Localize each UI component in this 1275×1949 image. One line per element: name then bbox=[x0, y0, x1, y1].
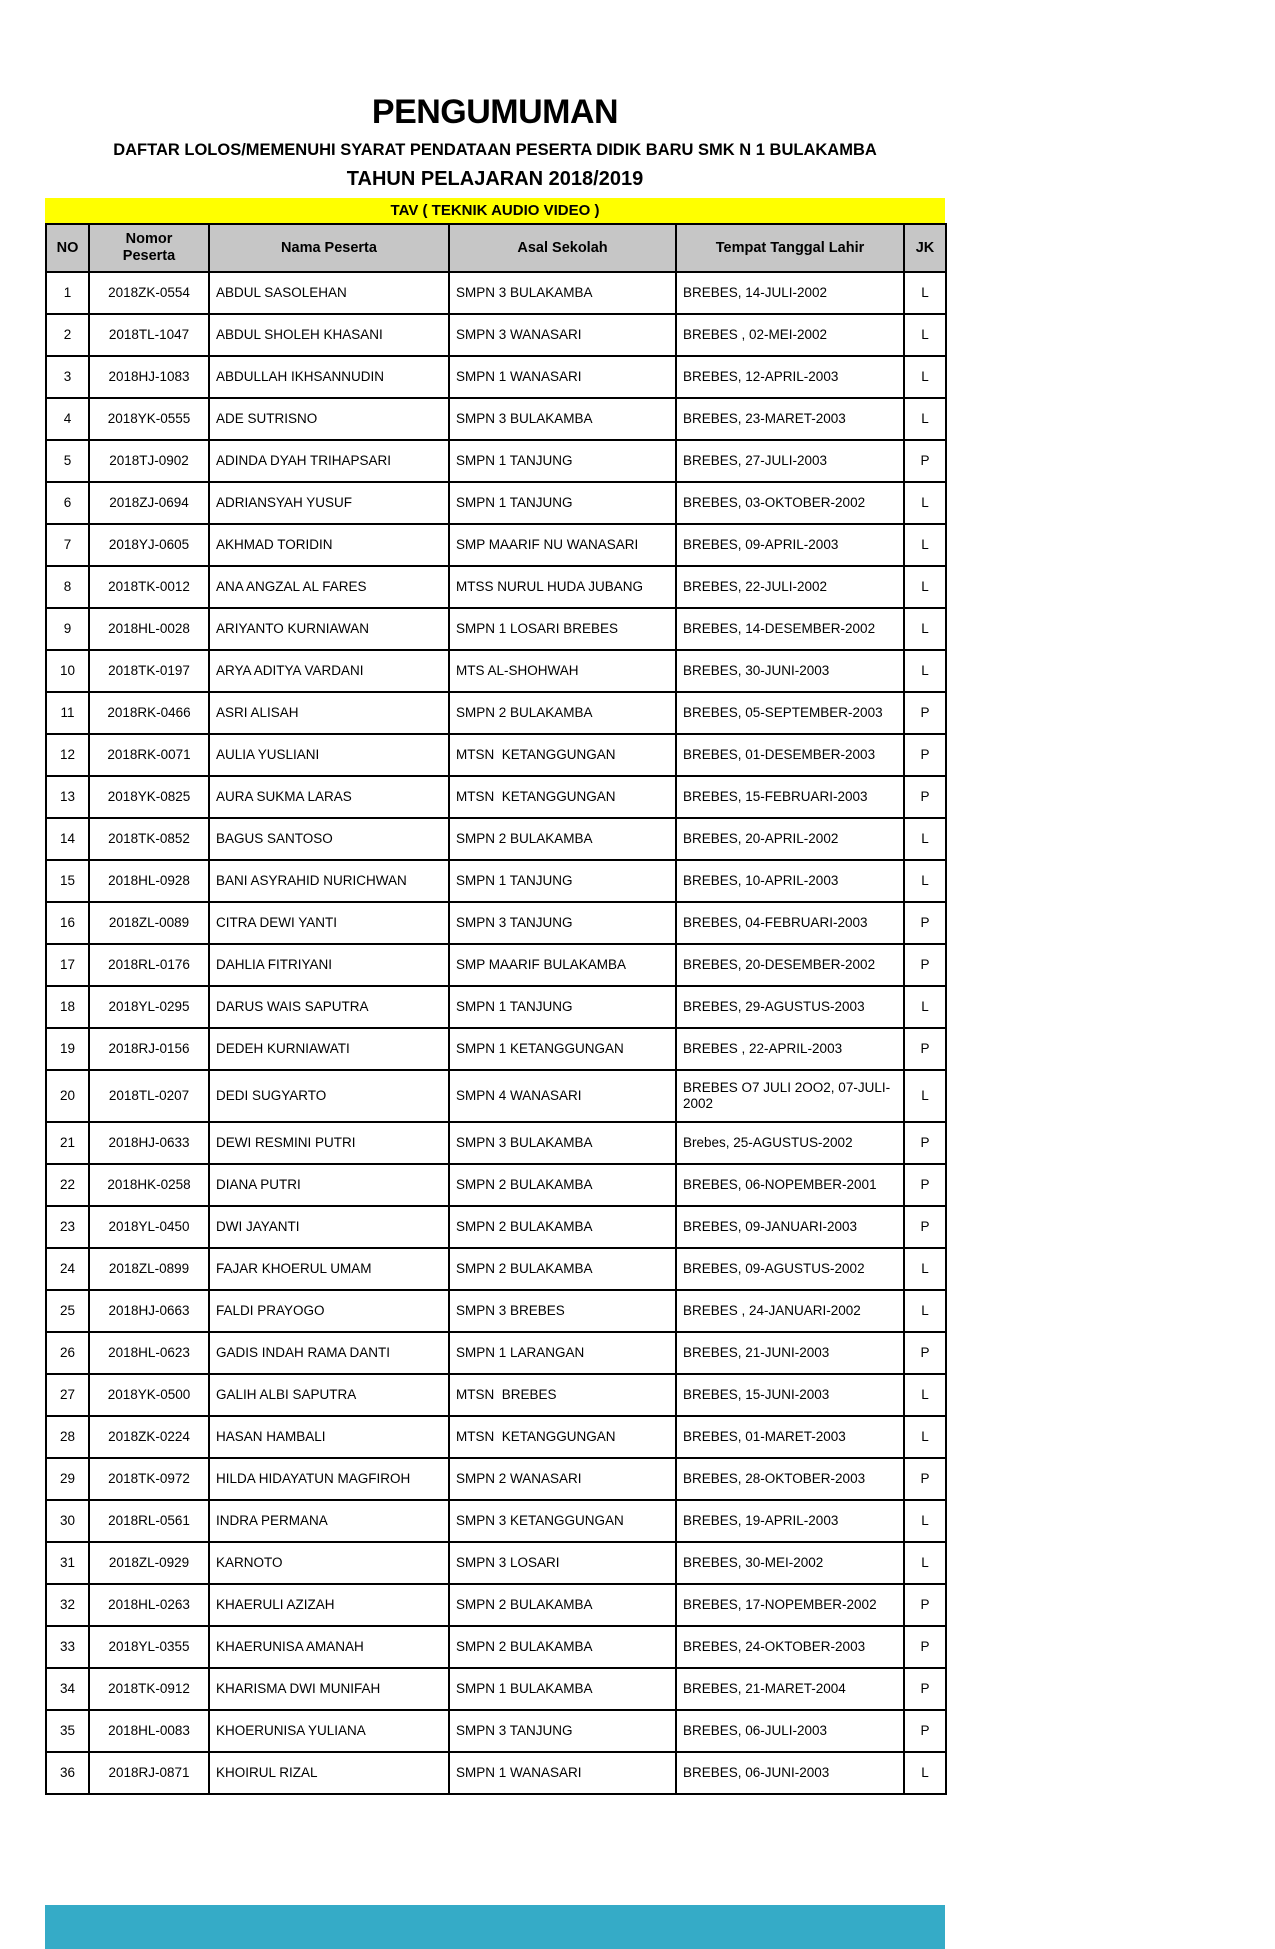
cell-no: 20 bbox=[46, 1070, 89, 1122]
cell-asal-sekolah: SMPN 1 TANJUNG bbox=[449, 860, 676, 902]
cell-no: 7 bbox=[46, 524, 89, 566]
cell-nomor-peserta: 2018YL-0450 bbox=[89, 1206, 209, 1248]
cell-asal-sekolah: SMPN 1 KETANGGUNGAN bbox=[449, 1028, 676, 1070]
cell-jk: P bbox=[904, 692, 946, 734]
table-row bbox=[46, 1500, 946, 1542]
cell-tempat-tanggal-lahir: BREBES, 06-NOPEMBER-2001 bbox=[676, 1164, 904, 1206]
cell-jk: L bbox=[904, 1290, 946, 1332]
cell-nama-peserta: INDRA PERMANA bbox=[209, 1500, 449, 1542]
cell-tempat-tanggal-lahir: BREBES O7 JULI 2OO2, 07-JULI-2002 bbox=[676, 1070, 904, 1122]
table-row bbox=[46, 1668, 946, 1710]
cell-nama-peserta: BANI ASYRAHID NURICHWAN bbox=[209, 860, 449, 902]
cell-nomor-peserta: 2018ZL-0899 bbox=[89, 1248, 209, 1290]
table-row bbox=[46, 1206, 946, 1248]
cell-no: 14 bbox=[46, 818, 89, 860]
table-row bbox=[46, 1626, 946, 1668]
cell-jk: L bbox=[904, 398, 946, 440]
cell-jk: L bbox=[904, 986, 946, 1028]
table-row bbox=[46, 1248, 946, 1290]
cell-tempat-tanggal-lahir: BREBES, 05-SEPTEMBER-2003 bbox=[676, 692, 904, 734]
cell-nama-peserta: ADRIANSYAH YUSUF bbox=[209, 482, 449, 524]
cell-nomor-peserta: 2018TK-0197 bbox=[89, 650, 209, 692]
cell-nama-peserta: DWI JAYANTI bbox=[209, 1206, 449, 1248]
table-row bbox=[46, 1374, 946, 1416]
cell-tempat-tanggal-lahir: BREBES , 22-APRIL-2003 bbox=[676, 1028, 904, 1070]
cell-nama-peserta: ABDULLAH IKHSANNUDIN bbox=[209, 356, 449, 398]
table-row bbox=[46, 902, 946, 944]
cell-jk: L bbox=[904, 1500, 946, 1542]
table-row bbox=[46, 650, 946, 692]
cell-no: 23 bbox=[46, 1206, 89, 1248]
cell-no: 25 bbox=[46, 1290, 89, 1332]
cell-tempat-tanggal-lahir: BREBES, 01-MARET-2003 bbox=[676, 1416, 904, 1458]
table-row bbox=[46, 818, 946, 860]
cell-tempat-tanggal-lahir: BREBES, 20-APRIL-2002 bbox=[676, 818, 904, 860]
cell-asal-sekolah: SMPN 2 BULAKAMBA bbox=[449, 1626, 676, 1668]
cell-nomor-peserta: 2018HL-0028 bbox=[89, 608, 209, 650]
cell-nama-peserta: ARYA ADITYA VARDANI bbox=[209, 650, 449, 692]
cell-no: 22 bbox=[46, 1164, 89, 1206]
cell-asal-sekolah: SMPN 4 WANASARI bbox=[449, 1070, 676, 1122]
cell-tempat-tanggal-lahir: BREBES, 28-OKTOBER-2003 bbox=[676, 1458, 904, 1500]
cell-nama-peserta: FALDI PRAYOGO bbox=[209, 1290, 449, 1332]
cell-nomor-peserta: 2018ZL-0089 bbox=[89, 902, 209, 944]
cell-tempat-tanggal-lahir: BREBES, 20-DESEMBER-2002 bbox=[676, 944, 904, 986]
cell-no: 28 bbox=[46, 1416, 89, 1458]
cell-jk: P bbox=[904, 1668, 946, 1710]
cell-no: 32 bbox=[46, 1584, 89, 1626]
cell-asal-sekolah: SMPN 1 LOSARI BREBES bbox=[449, 608, 676, 650]
document-content bbox=[45, 0, 945, 1795]
cell-nomor-peserta: 2018HL-0623 bbox=[89, 1332, 209, 1374]
cell-tempat-tanggal-lahir: BREBES, 14-JULI-2002 bbox=[676, 272, 904, 314]
cell-jk: L bbox=[904, 1542, 946, 1584]
cell-nomor-peserta: 2018RK-0466 bbox=[89, 692, 209, 734]
table-row bbox=[46, 944, 946, 986]
col-header-nama-peserta: Nama Peserta bbox=[209, 224, 449, 272]
cell-asal-sekolah: MTSN KETANGGUNGAN bbox=[449, 776, 676, 818]
table-row bbox=[46, 398, 946, 440]
cell-nama-peserta: FAJAR KHOERUL UMAM bbox=[209, 1248, 449, 1290]
cell-no: 30 bbox=[46, 1500, 89, 1542]
cell-asal-sekolah: SMPN 2 BULAKAMBA bbox=[449, 692, 676, 734]
cell-jk: L bbox=[904, 524, 946, 566]
cell-nama-peserta: KHAERUNISA AMANAH bbox=[209, 1626, 449, 1668]
cell-nama-peserta: ABDUL SHOLEH KHASANI bbox=[209, 314, 449, 356]
cell-asal-sekolah: MTSN BREBES bbox=[449, 1374, 676, 1416]
cell-tempat-tanggal-lahir: BREBES, 09-APRIL-2003 bbox=[676, 524, 904, 566]
cell-nomor-peserta: 2018HL-0083 bbox=[89, 1710, 209, 1752]
cell-nama-peserta: ANA ANGZAL AL FARES bbox=[209, 566, 449, 608]
cell-jk: P bbox=[904, 902, 946, 944]
cell-nomor-peserta: 2018ZL-0929 bbox=[89, 1542, 209, 1584]
cell-asal-sekolah: SMPN 1 TANJUNG bbox=[449, 986, 676, 1028]
cell-nomor-peserta: 2018ZJ-0694 bbox=[89, 482, 209, 524]
cell-no: 24 bbox=[46, 1248, 89, 1290]
cell-jk: P bbox=[904, 734, 946, 776]
cell-no: 26 bbox=[46, 1332, 89, 1374]
cell-tempat-tanggal-lahir: BREBES, 19-APRIL-2003 bbox=[676, 1500, 904, 1542]
table-row bbox=[46, 1164, 946, 1206]
cell-nama-peserta: KHOERUNISA YULIANA bbox=[209, 1710, 449, 1752]
cell-nomor-peserta: 2018HJ-0633 bbox=[89, 1122, 209, 1164]
cell-tempat-tanggal-lahir: BREBES, 27-JULI-2003 bbox=[676, 440, 904, 482]
cell-nama-peserta: AURA SUKMA LARAS bbox=[209, 776, 449, 818]
cell-nomor-peserta: 2018RJ-0871 bbox=[89, 1752, 209, 1794]
cell-nomor-peserta: 2018YK-0555 bbox=[89, 398, 209, 440]
cell-jk: L bbox=[904, 1248, 946, 1290]
col-header-jk: JK bbox=[904, 224, 946, 272]
cell-tempat-tanggal-lahir: BREBES , 24-JANUARI-2002 bbox=[676, 1290, 904, 1332]
cell-asal-sekolah: MTS AL-SHOHWAH bbox=[449, 650, 676, 692]
cell-asal-sekolah: SMPN 3 BREBES bbox=[449, 1290, 676, 1332]
cell-asal-sekolah: MTSN KETANGGUNGAN bbox=[449, 1416, 676, 1458]
cell-no: 11 bbox=[46, 692, 89, 734]
table-row bbox=[46, 566, 946, 608]
cell-jk: P bbox=[904, 1164, 946, 1206]
cell-asal-sekolah: SMP MAARIF BULAKAMBA bbox=[449, 944, 676, 986]
cell-nomor-peserta: 2018HK-0258 bbox=[89, 1164, 209, 1206]
cell-nama-peserta: HASAN HAMBALI bbox=[209, 1416, 449, 1458]
cell-nomor-peserta: 2018TL-1047 bbox=[89, 314, 209, 356]
cell-nomor-peserta: 2018ZK-0224 bbox=[89, 1416, 209, 1458]
table-header bbox=[46, 224, 946, 272]
cell-nama-peserta: DAHLIA FITRIYANI bbox=[209, 944, 449, 986]
cell-nama-peserta: GADIS INDAH RAMA DANTI bbox=[209, 1332, 449, 1374]
cell-tempat-tanggal-lahir: BREBES, 15-JUNI-2003 bbox=[676, 1374, 904, 1416]
cell-asal-sekolah: MTSS NURUL HUDA JUBANG bbox=[449, 566, 676, 608]
cell-jk: P bbox=[904, 1028, 946, 1070]
cell-asal-sekolah: SMPN 2 BULAKAMBA bbox=[449, 1584, 676, 1626]
cell-tempat-tanggal-lahir: BREBES, 17-NOPEMBER-2002 bbox=[676, 1584, 904, 1626]
cell-no: 15 bbox=[46, 860, 89, 902]
subtitle-line2: TAHUN PELAJARAN 2018/2019 bbox=[346, 168, 644, 190]
table-row bbox=[46, 1584, 946, 1626]
cell-jk: L bbox=[904, 608, 946, 650]
cell-no: 34 bbox=[46, 1668, 89, 1710]
cell-asal-sekolah: SMPN 1 WANASARI bbox=[449, 356, 676, 398]
page-title: PENGUMUMAN bbox=[371, 93, 619, 131]
cell-tempat-tanggal-lahir: BREBES, 30-JUNI-2003 bbox=[676, 650, 904, 692]
cell-nama-peserta: ADINDA DYAH TRIHAPSARI bbox=[209, 440, 449, 482]
cell-nomor-peserta: 2018RL-0176 bbox=[89, 944, 209, 986]
cell-nomor-peserta: 2018ZK-0554 bbox=[89, 272, 209, 314]
cell-nama-peserta: DARUS WAIS SAPUTRA bbox=[209, 986, 449, 1028]
table-row bbox=[46, 1070, 946, 1122]
cell-asal-sekolah: SMPN 2 BULAKAMBA bbox=[449, 818, 676, 860]
cell-nama-peserta: DIANA PUTRI bbox=[209, 1164, 449, 1206]
cell-no: 33 bbox=[46, 1626, 89, 1668]
table-row bbox=[46, 440, 946, 482]
cell-nomor-peserta: 2018TK-0912 bbox=[89, 1668, 209, 1710]
cell-nama-peserta: ARIYANTO KURNIAWAN bbox=[209, 608, 449, 650]
table-row bbox=[46, 1332, 946, 1374]
cell-tempat-tanggal-lahir: BREBES, 06-JULI-2003 bbox=[676, 1710, 904, 1752]
cell-asal-sekolah: SMPN 2 BULAKAMBA bbox=[449, 1164, 676, 1206]
cell-no: 27 bbox=[46, 1374, 89, 1416]
col-header-nomor-peserta: Nomor Peserta bbox=[89, 224, 209, 272]
cell-nomor-peserta: 2018RL-0561 bbox=[89, 1500, 209, 1542]
cell-nomor-peserta: 2018YL-0355 bbox=[89, 1626, 209, 1668]
cell-tempat-tanggal-lahir: BREBES, 23-MARET-2003 bbox=[676, 398, 904, 440]
cell-jk: L bbox=[904, 356, 946, 398]
cell-nomor-peserta: 2018RJ-0156 bbox=[89, 1028, 209, 1070]
cell-no: 16 bbox=[46, 902, 89, 944]
cell-tempat-tanggal-lahir: BREBES, 24-OKTOBER-2003 bbox=[676, 1626, 904, 1668]
header-row bbox=[46, 224, 946, 272]
cell-nomor-peserta: 2018HL-0928 bbox=[89, 860, 209, 902]
table-row bbox=[46, 272, 946, 314]
cell-jk: L bbox=[904, 272, 946, 314]
cell-nomor-peserta: 2018TK-0012 bbox=[89, 566, 209, 608]
col-header-no: NO bbox=[46, 224, 89, 272]
cell-nomor-peserta: 2018TL-0207 bbox=[89, 1070, 209, 1122]
cell-no: 3 bbox=[46, 356, 89, 398]
cell-nomor-peserta: 2018YJ-0605 bbox=[89, 524, 209, 566]
table-row bbox=[46, 482, 946, 524]
cell-asal-sekolah: SMPN 3 BULAKAMBA bbox=[449, 398, 676, 440]
cell-nama-peserta: DEWI RESMINI PUTRI bbox=[209, 1122, 449, 1164]
cell-no: 36 bbox=[46, 1752, 89, 1794]
cell-no: 5 bbox=[46, 440, 89, 482]
table-row bbox=[46, 524, 946, 566]
cell-asal-sekolah: SMPN 2 WANASARI bbox=[449, 1458, 676, 1500]
cell-jk: P bbox=[904, 776, 946, 818]
cell-nama-peserta: KHARISMA DWI MUNIFAH bbox=[209, 1668, 449, 1710]
cell-no: 9 bbox=[46, 608, 89, 650]
cell-asal-sekolah: SMP MAARIF NU WANASARI bbox=[449, 524, 676, 566]
cell-nomor-peserta: 2018HJ-1083 bbox=[89, 356, 209, 398]
subtitle-line1: DAFTAR LOLOS/MEMENUHI SYARAT PENDATAAN PESERTA DIDIK BARU SMK N 1 BULAKAMBA bbox=[113, 141, 877, 159]
cell-asal-sekolah: SMPN 2 BULAKAMBA bbox=[449, 1248, 676, 1290]
cell-no: 12 bbox=[46, 734, 89, 776]
cell-asal-sekolah: SMPN 3 KETANGGUNGAN bbox=[449, 1500, 676, 1542]
cell-tempat-tanggal-lahir: BREBES, 21-MARET-2004 bbox=[676, 1668, 904, 1710]
cell-tempat-tanggal-lahir: BREBES, 15-FEBRUARI-2003 bbox=[676, 776, 904, 818]
cell-nomor-peserta: 2018HL-0263 bbox=[89, 1584, 209, 1626]
cell-tempat-tanggal-lahir: Brebes, 25-AGUSTUS-2002 bbox=[676, 1122, 904, 1164]
students-table bbox=[45, 223, 947, 1795]
cell-nomor-peserta: 2018HJ-0663 bbox=[89, 1290, 209, 1332]
cell-no: 2 bbox=[46, 314, 89, 356]
cell-asal-sekolah: SMPN 3 BULAKAMBA bbox=[449, 1122, 676, 1164]
cell-jk: L bbox=[904, 860, 946, 902]
cell-tempat-tanggal-lahir: BREBES, 04-FEBRUARI-2003 bbox=[676, 902, 904, 944]
cell-nomor-peserta: 2018YK-0500 bbox=[89, 1374, 209, 1416]
cell-no: 31 bbox=[46, 1542, 89, 1584]
table-row bbox=[46, 986, 946, 1028]
cell-nama-peserta: HILDA HIDAYATUN MAGFIROH bbox=[209, 1458, 449, 1500]
table-row bbox=[46, 1416, 946, 1458]
cell-no: 19 bbox=[46, 1028, 89, 1070]
cell-jk: P bbox=[904, 1122, 946, 1164]
cell-jk: L bbox=[904, 1070, 946, 1122]
footer-bar bbox=[45, 1905, 945, 1949]
cell-jk: P bbox=[904, 1710, 946, 1752]
cell-tempat-tanggal-lahir: BREBES, 14-DESEMBER-2002 bbox=[676, 608, 904, 650]
cell-nomor-peserta: 2018YL-0295 bbox=[89, 986, 209, 1028]
table-row bbox=[46, 314, 946, 356]
cell-jk: P bbox=[904, 1458, 946, 1500]
cell-jk: L bbox=[904, 314, 946, 356]
cell-asal-sekolah: SMPN 1 TANJUNG bbox=[449, 482, 676, 524]
cell-jk: P bbox=[904, 440, 946, 482]
table-row bbox=[46, 860, 946, 902]
cell-asal-sekolah: SMPN 1 LARANGAN bbox=[449, 1332, 676, 1374]
col-header-tempat-tanggal-lahir: Tempat Tanggal Lahir bbox=[676, 224, 904, 272]
table-body bbox=[46, 272, 946, 1794]
table-row bbox=[46, 1710, 946, 1752]
cell-asal-sekolah: SMPN 3 TANJUNG bbox=[449, 1710, 676, 1752]
cell-nama-peserta: ADE SUTRISNO bbox=[209, 398, 449, 440]
cell-asal-sekolah: SMPN 3 WANASARI bbox=[449, 314, 676, 356]
cell-no: 35 bbox=[46, 1710, 89, 1752]
cell-asal-sekolah: SMPN 1 WANASARI bbox=[449, 1752, 676, 1794]
cell-nomor-peserta: 2018TJ-0902 bbox=[89, 440, 209, 482]
cell-nama-peserta: ASRI ALISAH bbox=[209, 692, 449, 734]
cell-jk: P bbox=[904, 1584, 946, 1626]
cell-nama-peserta: KHAERULI AZIZAH bbox=[209, 1584, 449, 1626]
table-row bbox=[46, 734, 946, 776]
cell-nomor-peserta: 2018TK-0852 bbox=[89, 818, 209, 860]
cell-tempat-tanggal-lahir: BREBES, 30-MEI-2002 bbox=[676, 1542, 904, 1584]
cell-jk: L bbox=[904, 1374, 946, 1416]
cell-tempat-tanggal-lahir: BREBES, 03-OKTOBER-2002 bbox=[676, 482, 904, 524]
cell-nama-peserta: KARNOTO bbox=[209, 1542, 449, 1584]
cell-asal-sekolah: SMPN 3 BULAKAMBA bbox=[449, 272, 676, 314]
cell-nomor-peserta: 2018YK-0825 bbox=[89, 776, 209, 818]
program-banner: TAV ( TEKNIK AUDIO VIDEO ) bbox=[45, 198, 945, 223]
cell-no: 10 bbox=[46, 650, 89, 692]
cell-tempat-tanggal-lahir: BREBES, 09-AGUSTUS-2002 bbox=[676, 1248, 904, 1290]
cell-nomor-peserta: 2018RK-0071 bbox=[89, 734, 209, 776]
cell-jk: L bbox=[904, 650, 946, 692]
cell-nama-peserta: DEDEH KURNIAWATI bbox=[209, 1028, 449, 1070]
cell-nomor-peserta: 2018TK-0972 bbox=[89, 1458, 209, 1500]
table-row bbox=[46, 1542, 946, 1584]
table-row bbox=[46, 1752, 946, 1794]
cell-nama-peserta: KHOIRUL RIZAL bbox=[209, 1752, 449, 1794]
cell-no: 1 bbox=[46, 272, 89, 314]
cell-no: 17 bbox=[46, 944, 89, 986]
table-row bbox=[46, 776, 946, 818]
cell-tempat-tanggal-lahir: BREBES, 10-APRIL-2003 bbox=[676, 860, 904, 902]
cell-no: 18 bbox=[46, 986, 89, 1028]
cell-nama-peserta: AULIA YUSLIANI bbox=[209, 734, 449, 776]
col-header-asal-sekolah: Asal Sekolah bbox=[449, 224, 676, 272]
cell-tempat-tanggal-lahir: BREBES , 02-MEI-2002 bbox=[676, 314, 904, 356]
cell-jk: P bbox=[904, 1206, 946, 1248]
table-row bbox=[46, 1028, 946, 1070]
table-row bbox=[46, 356, 946, 398]
cell-nama-peserta: DEDI SUGYARTO bbox=[209, 1070, 449, 1122]
cell-tempat-tanggal-lahir: BREBES, 12-APRIL-2003 bbox=[676, 356, 904, 398]
cell-nama-peserta: AKHMAD TORIDIN bbox=[209, 524, 449, 566]
cell-no: 21 bbox=[46, 1122, 89, 1164]
cell-asal-sekolah: SMPN 3 LOSARI bbox=[449, 1542, 676, 1584]
cell-asal-sekolah: MTSN KETANGGUNGAN bbox=[449, 734, 676, 776]
table-row bbox=[46, 1458, 946, 1500]
cell-jk: L bbox=[904, 482, 946, 524]
table-row bbox=[46, 692, 946, 734]
cell-no: 4 bbox=[46, 398, 89, 440]
cell-jk: P bbox=[904, 1332, 946, 1374]
cell-tempat-tanggal-lahir: BREBES, 09-JANUARI-2003 bbox=[676, 1206, 904, 1248]
cell-tempat-tanggal-lahir: BREBES, 29-AGUSTUS-2003 bbox=[676, 986, 904, 1028]
cell-no: 6 bbox=[46, 482, 89, 524]
cell-asal-sekolah: SMPN 1 TANJUNG bbox=[449, 440, 676, 482]
cell-jk: P bbox=[904, 944, 946, 986]
cell-tempat-tanggal-lahir: BREBES, 22-JULI-2002 bbox=[676, 566, 904, 608]
cell-tempat-tanggal-lahir: BREBES, 06-JUNI-2003 bbox=[676, 1752, 904, 1794]
table-row bbox=[46, 608, 946, 650]
cell-nama-peserta: BAGUS SANTOSO bbox=[209, 818, 449, 860]
cell-jk: L bbox=[904, 1752, 946, 1794]
cell-tempat-tanggal-lahir: BREBES, 01-DESEMBER-2003 bbox=[676, 734, 904, 776]
cell-nama-peserta: CITRA DEWI YANTI bbox=[209, 902, 449, 944]
cell-asal-sekolah: SMPN 1 BULAKAMBA bbox=[449, 1668, 676, 1710]
cell-tempat-tanggal-lahir: BREBES, 21-JUNI-2003 bbox=[676, 1332, 904, 1374]
cell-jk: L bbox=[904, 1416, 946, 1458]
cell-no: 8 bbox=[46, 566, 89, 608]
cell-jk: P bbox=[904, 1626, 946, 1668]
cell-jk: L bbox=[904, 818, 946, 860]
cell-nama-peserta: GALIH ALBI SAPUTRA bbox=[209, 1374, 449, 1416]
table-row bbox=[46, 1290, 946, 1332]
table-row bbox=[46, 1122, 946, 1164]
cell-nama-peserta: ABDUL SASOLEHAN bbox=[209, 272, 449, 314]
cell-no: 13 bbox=[46, 776, 89, 818]
cell-no: 29 bbox=[46, 1458, 89, 1500]
cell-asal-sekolah: SMPN 2 BULAKAMBA bbox=[449, 1206, 676, 1248]
cell-jk: L bbox=[904, 566, 946, 608]
cell-asal-sekolah: SMPN 3 TANJUNG bbox=[449, 902, 676, 944]
